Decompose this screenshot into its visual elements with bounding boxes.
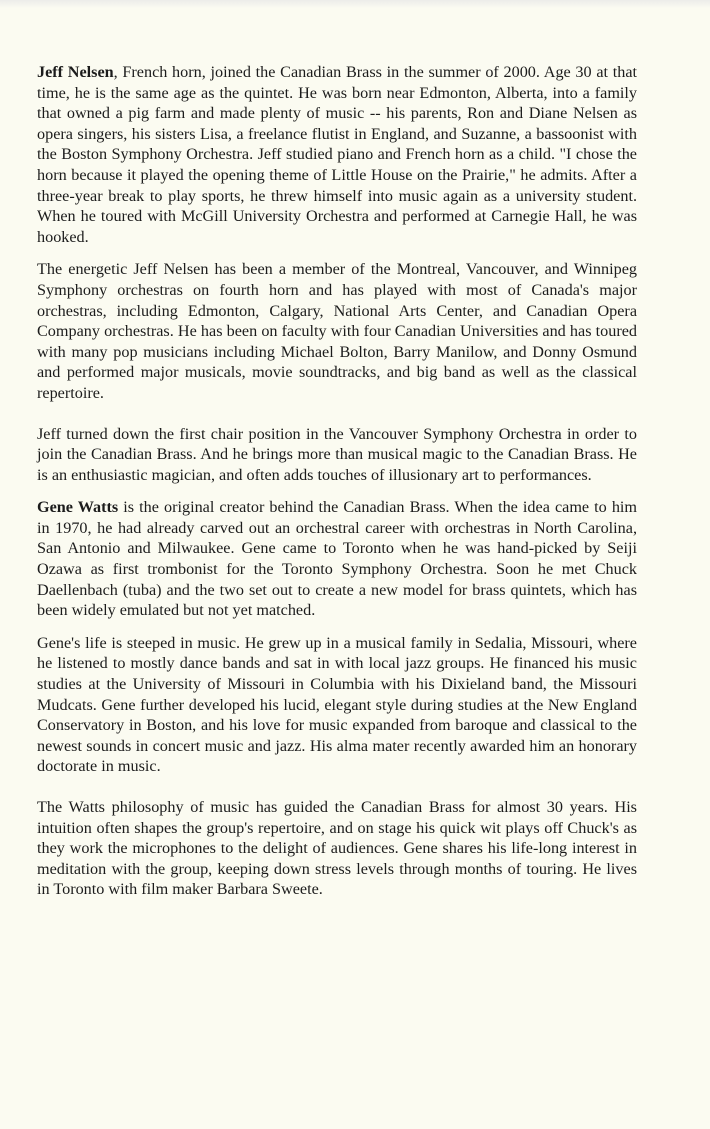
paragraph-text: Jeff turned down the first chair position in the Vancouver Symphony Orchestra in order to join the Canadian Brass. And he brings more than musical magic to the Canadian Brass. He is an enthusiastic magician, and often adds touches of illusionary art to performances. [37,424,637,484]
paragraph-jeff-career [37,259,637,403]
page-top-edge [0,0,710,8]
paragraph-gene-philosophy [37,797,637,900]
paragraph-text: Gene's life is steeped in music. He grew up in a musical family in Sedalia, Missouri, where he listened to mostly dance bands and sat in with local jazz groups. He financed his music studies at the University of Missouri in Columbia with his Dixieland band, the Missouri Mudcats. Gene further developed his lucid, elegant style during studies at the New England Conservatory in Boston, and his love for music expanded from baroque and classical to the newest sounds in concert music and jazz. His alma mater recently awarded him an honorary doctorate in music. [37,633,637,776]
paragraph-text: The Watts philosophy of music has guided the Canadian Brass for almost 30 years. His intuition often shapes the group's repertoire, and on stage his quick wit plays off Chuck's as they work the microphones to the delight of audiences. Gene shares his life-long interest in meditation with the group, keeping down stress levels through months of touring. He lives in Toronto with film maker Barbara Sweete. [37,798,637,899]
person-name: Gene Watts [37,498,119,517]
paragraph-text: is the original creator behind the Canadian Brass. When the idea came to him in 1970, he had already carved out an orchestral career with orchestras in North Carolina, San Antonio and Milwaukee. Gene came to Toronto when he was hand-picked by Seiji Ozawa as first trombonist for the Toronto Symphony Orchestra. Soon he met Chuck Daellenbach (tuba) and the two set out to create a new model for brass quintets, which has been widely emulated but not yet matched. [37,498,638,620]
paragraph-jeff-intro [37,62,637,247]
text-column [37,62,637,912]
paragraph-text: , French horn, joined the Canadian Brass in the summer of 2000. Age 30 at that time, he is the same age as the quintet. He was born near Edmonton, Alberta, into a family that owned a pig farm and made plenty of music -- his parents, Ron and Diane Nelsen as opera singers, his sisters Lisa, a freelance flutist in England, and Suzanne, a bassoonist with the Boston Symphony Orchestra. Jeff studied piano and French horn as a child. "I chose the horn because it played the opening theme of Little House on the Prairie," he admits. After a three-year break to play sports, he threw himself into music again as a university student. When he toured with McGill University Orchestra and performed at Carnegie Hall, he was hooked. [37,63,638,246]
paragraph-text: The energetic Jeff Nelsen has been a member of the Montreal, Vancouver, and Winnipeg Symphony orchestras on fourth horn and has played with most of Canada's major orchestras, including Edmonton, Calgary, National Arts Center, and Canadian Opera Company orchestras. He has been on faculty with four Canadian Universities and has toured with many pop musicians including Michael Bolton, Barry Manilow, and Donny Osmund and performed major musicals, movie soundtracks, and big band as well as the classical repertoire. [37,260,637,402]
person-name: Jeff Nelsen [37,63,114,81]
paragraph-jeff-magic [37,424,637,486]
paragraph-gene-life [37,633,637,777]
paragraph-gene-intro [37,497,637,621]
